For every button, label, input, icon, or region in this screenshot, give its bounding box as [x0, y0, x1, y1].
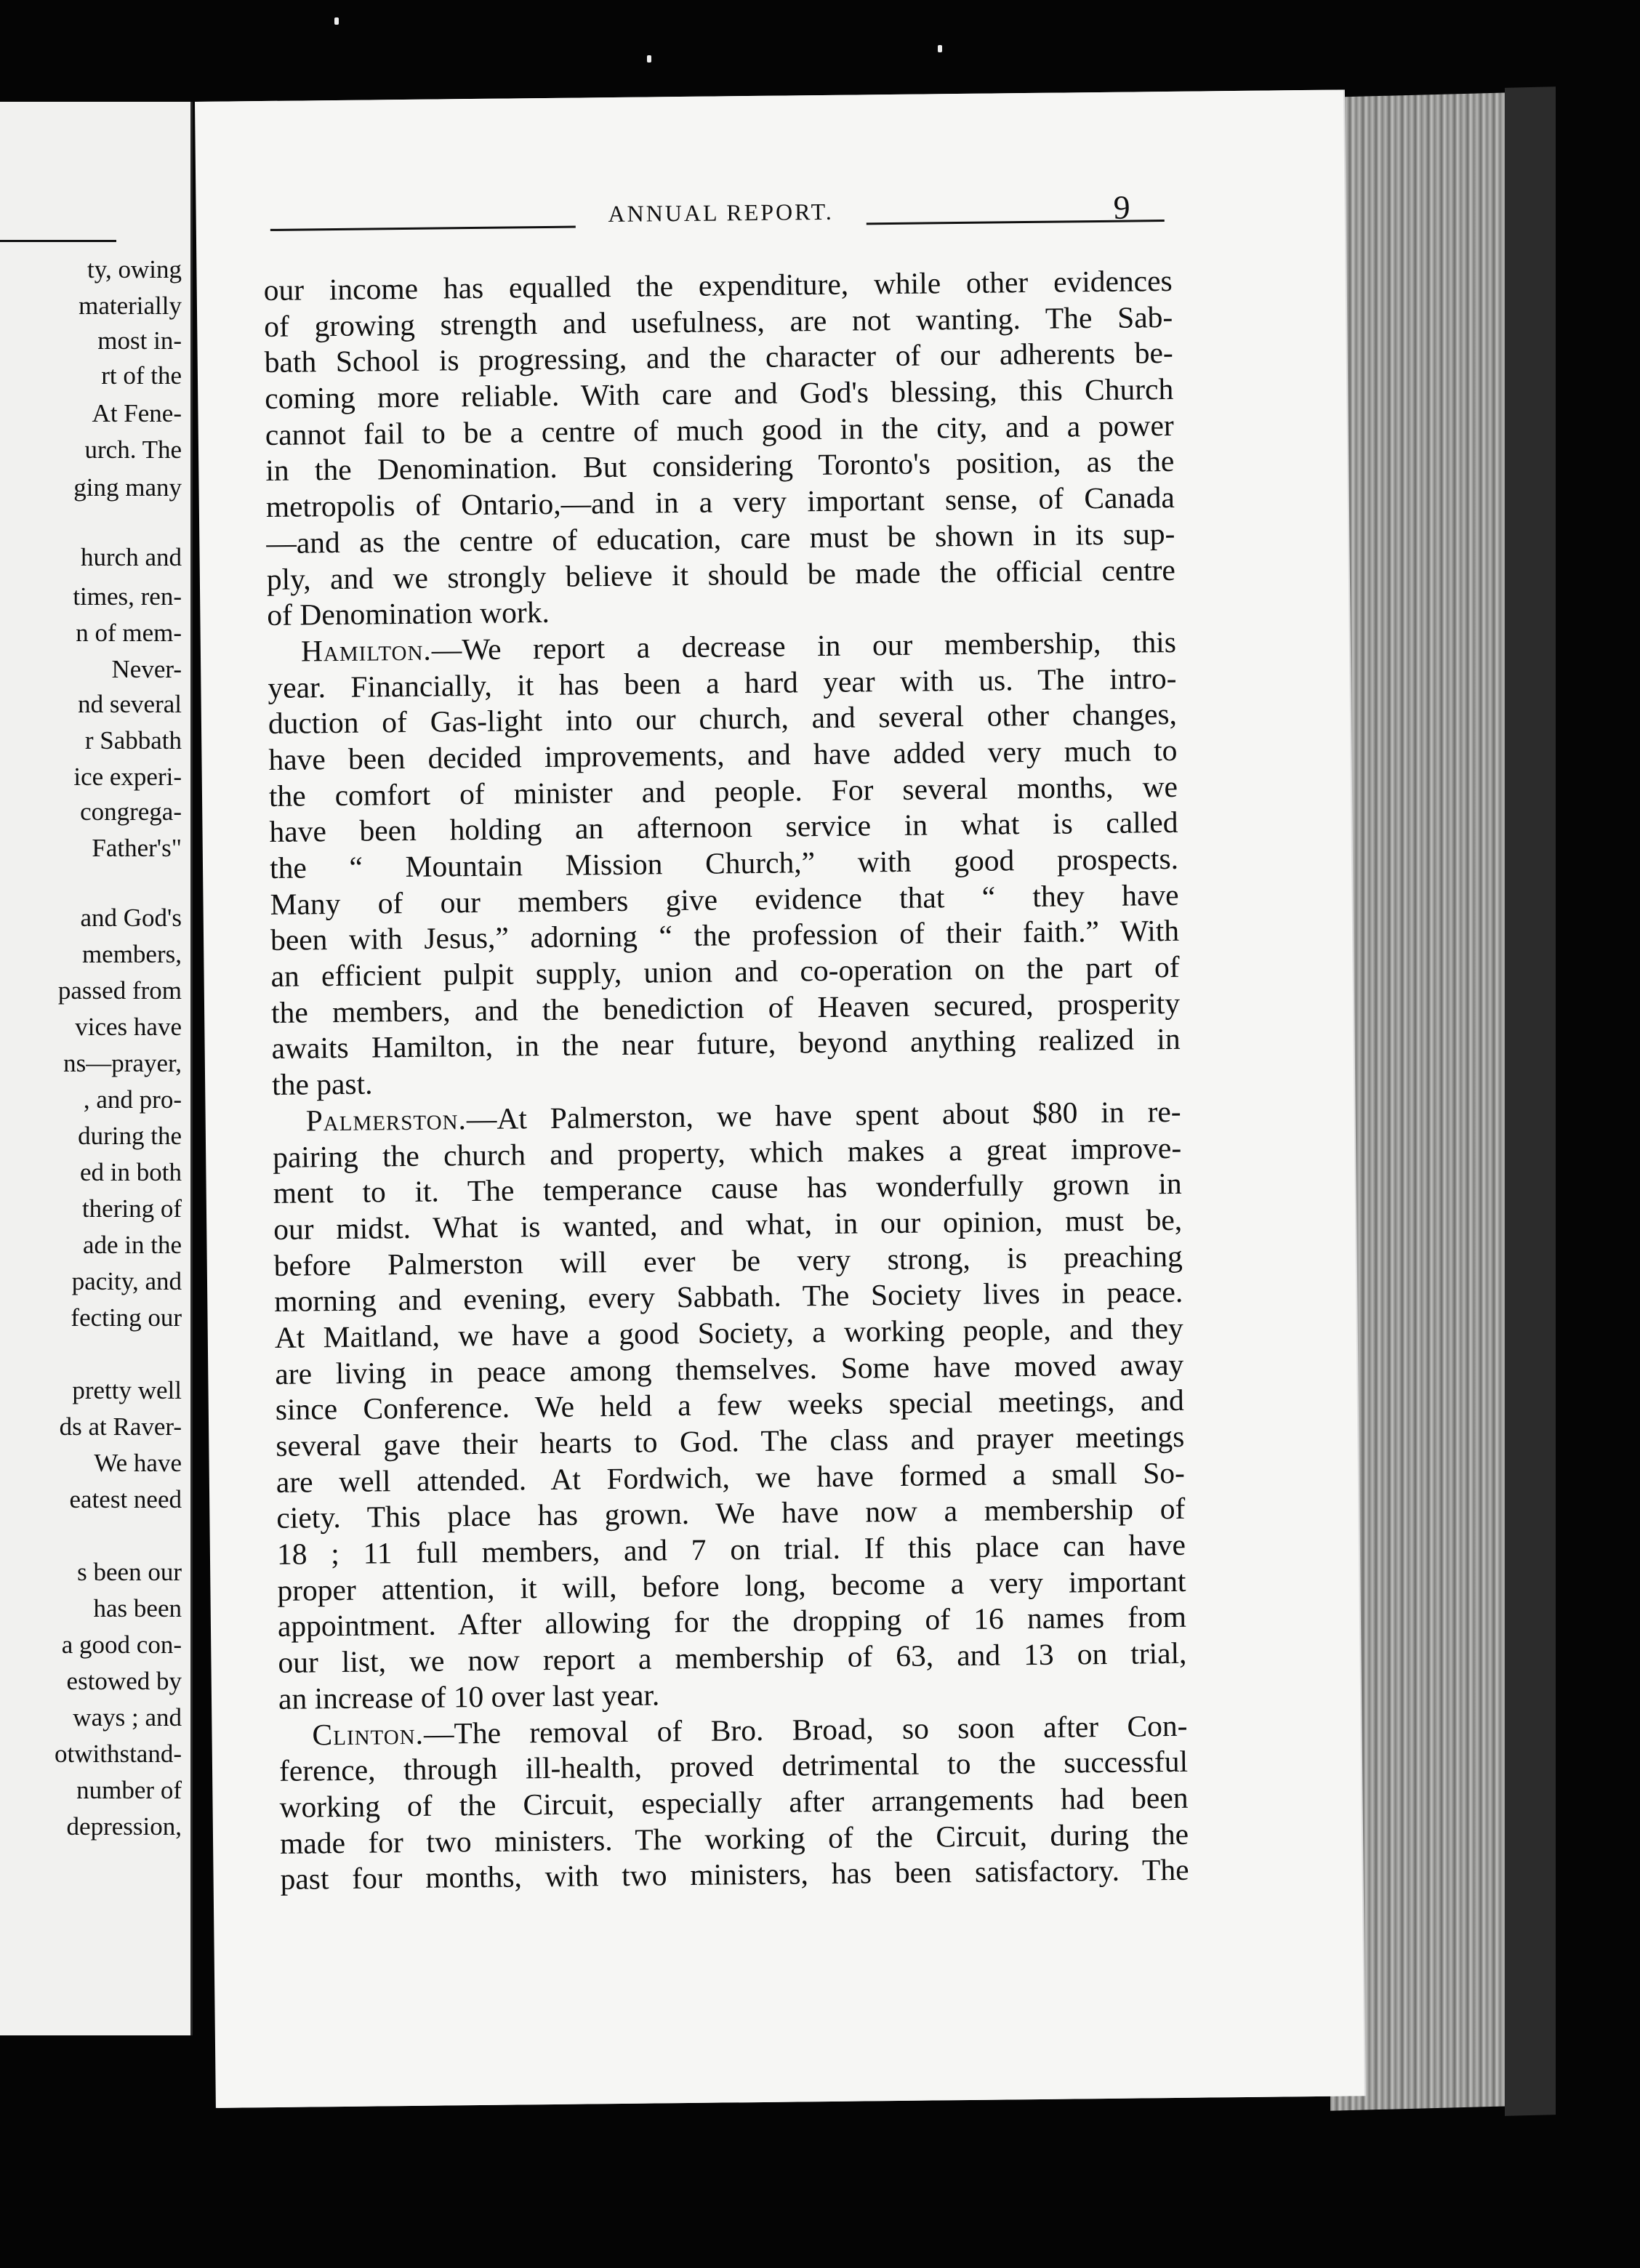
left-page-line: ed in both: [80, 1158, 182, 1186]
left-page-line: eatest need: [69, 1485, 182, 1513]
text-line: At Maitland, we have a good Society, a working people, and they: [274, 1311, 1183, 1354]
text-line: been with Jesus,” adorning “ the profession of their faith.” With: [270, 914, 1180, 957]
left-page-line: thering of: [81, 1194, 182, 1223]
left-page-line: ns—prayer,: [63, 1049, 182, 1077]
text-line: ference, through ill-health, proved detrimental to the successful: [278, 1745, 1189, 1788]
text-line: our income has equalled the expenditure, while other evidences: [263, 263, 1173, 307]
text-line: the past.: [271, 1066, 373, 1102]
page-header: [270, 188, 1165, 262]
text-line: the comfort of minister and people. For several months, we: [268, 769, 1178, 813]
left-page-line: We have: [94, 1449, 182, 1477]
text-line: 18 ; 11 full members, and 7 on trial. If this place can have: [276, 1527, 1186, 1571]
text-line: proper attention, it will, before long, become a very important: [277, 1564, 1186, 1607]
left-page-line: number of: [76, 1776, 182, 1804]
left-page-line: , and pro-: [83, 1085, 182, 1114]
left-page-rule: [0, 240, 116, 242]
left-page-line: hurch and: [81, 543, 182, 571]
header-rule-left: [270, 226, 576, 231]
left-page-line: fecting our: [71, 1303, 182, 1332]
left-page-line: rt of the: [101, 361, 182, 390]
text-line: appointment. After allowing for the dropping of 16 names from: [277, 1600, 1187, 1644]
text-line: our list, we now report a membership of 63, and 13 on trial,: [278, 1636, 1187, 1680]
body-text: [263, 263, 1189, 1898]
text-line: are well attended. At Fordwich, we have formed a small So-: [276, 1455, 1186, 1499]
left-page-line: estowed by: [66, 1667, 182, 1695]
section-head-clinton: Clinton.: [312, 1716, 425, 1751]
text-line: ply, and we strongly believe it should be made the official centre: [266, 552, 1176, 596]
book-cover-edge: [1505, 87, 1556, 2116]
text-line: of Denomination work.: [267, 595, 550, 632]
text-line: ment to it. The temperance cause has wonderfully grown in: [273, 1167, 1182, 1210]
scan-speck: [334, 17, 339, 25]
text-line: bath School is progressing, and the character of our adherents be-: [264, 336, 1173, 379]
text-line: working of the Circuit, especially after arrangements had been: [279, 1780, 1189, 1824]
left-page-line: pretty well: [72, 1376, 182, 1404]
left-page-line: Father's": [92, 834, 182, 862]
left-page-line: n of mem-: [76, 619, 182, 647]
scan-speck: [647, 55, 651, 63]
text-line: awaits Hamilton, in the near future, beyond anything realized in: [271, 1022, 1181, 1066]
text-line: have been decided improvements, and have added very much to: [268, 733, 1178, 776]
text-line: an efficient pulpit supply, union and co-operation on the part of: [270, 949, 1180, 994]
text-line: of growing strength and usefulness, are not wanting. The Sab-: [263, 299, 1173, 343]
left-page-line: ging many: [73, 473, 182, 502]
left-page-line: a good con-: [61, 1630, 182, 1659]
text-line: morning and evening, every Sabbath. The Society lives in peace.: [274, 1275, 1183, 1319]
text-line: ciety. This place has grown. We have now a membership of: [276, 1492, 1186, 1535]
text-line: —The removal of Bro. Broad, so soon after Con-: [423, 1708, 1188, 1750]
left-page-line: r Sabbath: [84, 726, 182, 755]
section-head-hamilton: Hamilton.: [300, 632, 433, 668]
left-page-line: s been our: [77, 1558, 182, 1586]
left-page-line: and God's: [80, 904, 182, 932]
left-page-line: during the: [78, 1122, 182, 1150]
left-page-line: depression,: [66, 1812, 182, 1841]
left-page-line: passed from: [57, 976, 182, 1005]
left-page-line: ty, owing: [87, 255, 182, 284]
page-number: 9: [1113, 188, 1130, 226]
left-page-line: ade in the: [82, 1231, 182, 1259]
text-line: our midst. What is wanted, and what, in our opinion, must be,: [273, 1202, 1183, 1246]
text-line: past four months, with two ministers, has been satisfactory. The: [280, 1853, 1189, 1897]
text-line: are living in peace among themselves. Some have moved away: [275, 1347, 1184, 1391]
text-line: pairing the church and property, which makes a great improve-: [272, 1130, 1182, 1174]
left-page-line: urch. The: [84, 435, 182, 464]
text-line: have been holding an afternoon service in what is called: [269, 805, 1178, 849]
text-line: several gave their hearts to God. The class and prayer meetings: [276, 1419, 1185, 1463]
text-line: the “ Mountain Mission Church,” with good prospects.: [269, 841, 1179, 885]
text-line: —and as the centre of education, care must be shown in its sup-: [266, 516, 1175, 560]
left-page-line: Never-: [111, 655, 182, 683]
right-page: [195, 89, 1364, 2107]
left-page-line: pacity, and: [71, 1267, 182, 1295]
text-line: made for two ministers. The working of the Circuit, during the: [279, 1817, 1189, 1860]
left-page-line: most in-: [97, 326, 182, 355]
text-line: before Palmerston will ever be very strong, is preaching: [273, 1239, 1183, 1282]
left-page-line: At Fene-: [92, 399, 182, 427]
text-line: metropolis of Ontario,—and in a very important sense, of Canada: [265, 480, 1175, 524]
text-line: year. Financially, it has been a hard year with us. The intro-: [268, 661, 1177, 704]
left-page-line: times, ren-: [73, 582, 182, 611]
text-line: the members, and the benediction of Heaven secured, prosperity: [270, 986, 1181, 1029]
left-page-line: ds at Raver-: [59, 1412, 182, 1441]
text-line: Many of our members give evidence that “ they have: [270, 877, 1179, 921]
text-line: —At Palmerston, we have spent about $80 in re-: [466, 1094, 1181, 1135]
left-page-line: has been: [93, 1594, 182, 1622]
left-page-line: nd several: [78, 690, 182, 718]
text-line: duction of Gas-light into our church, and several other changes,: [268, 697, 1178, 741]
section-head-palmerston: Palmerston.: [305, 1101, 467, 1138]
text-line: an increase of 10 over last year.: [278, 1678, 660, 1716]
scan-speck: [938, 45, 942, 52]
left-page-line: ways ; and: [73, 1703, 182, 1732]
text-line: cannot fail to be a centre of much good in the city, and a power: [265, 408, 1174, 451]
left-page-line: congrega-: [80, 797, 182, 826]
text-line: in the Denomination. But considering Toronto's position, as the: [265, 444, 1175, 488]
text-line: since Conference. We held a few weeks special meetings, and: [275, 1383, 1185, 1427]
left-page: [0, 102, 193, 2035]
left-page-line: ice experi-: [73, 763, 182, 791]
left-page-line: vices have: [75, 1013, 182, 1041]
text-line: —We report a decrease in our membership, this: [431, 624, 1177, 667]
left-page-line: members,: [81, 940, 182, 968]
left-page-line: materially: [79, 291, 182, 320]
running-head: ANNUAL REPORT.: [608, 198, 834, 228]
text-line: coming more reliable. With care and God's blessing, this Church: [265, 371, 1174, 416]
left-page-line: otwithstand-: [55, 1740, 182, 1768]
